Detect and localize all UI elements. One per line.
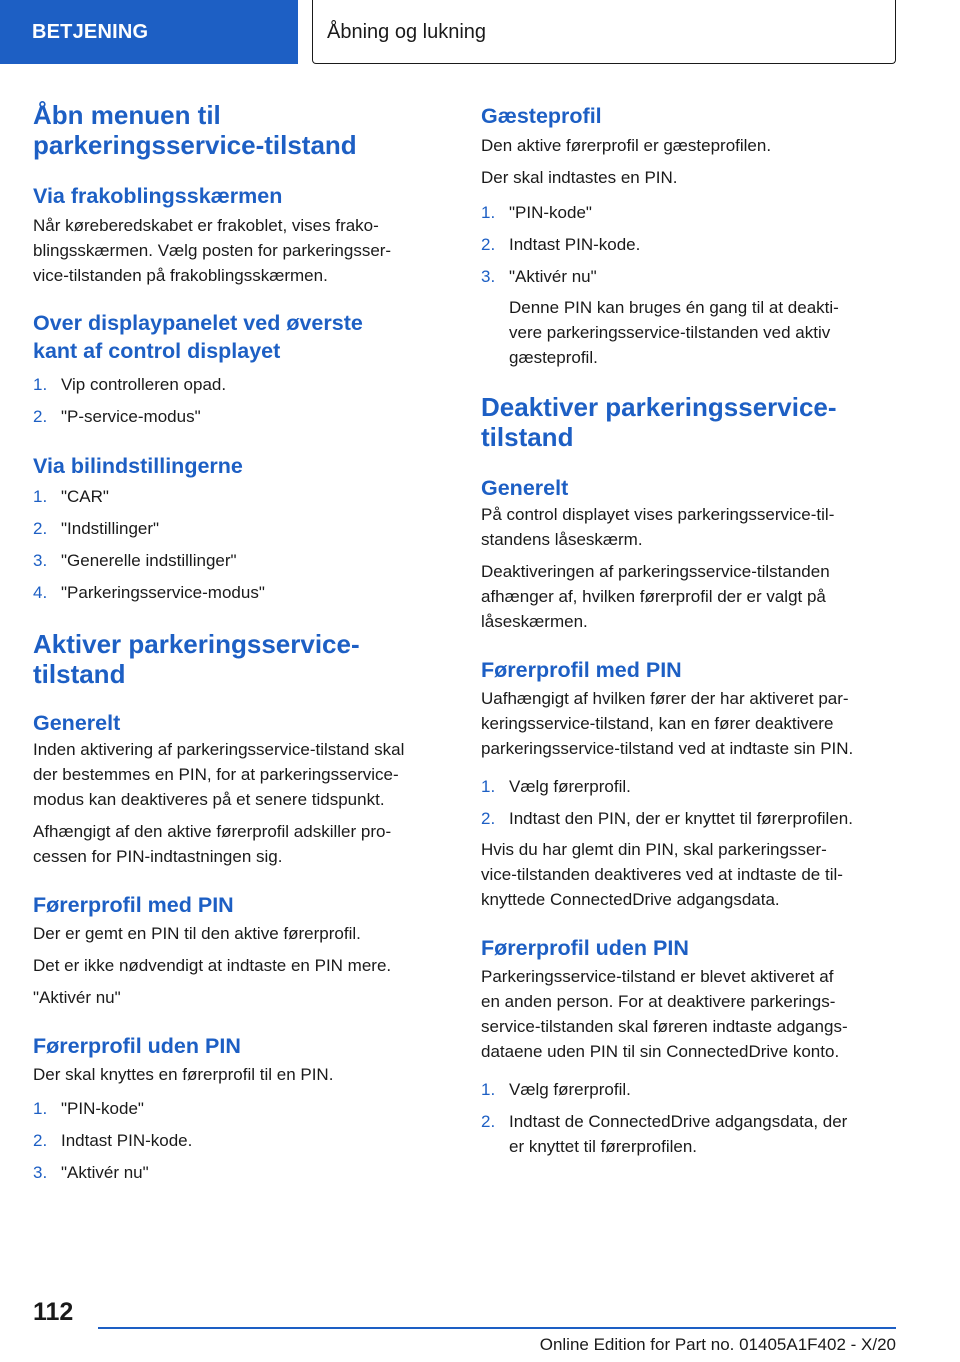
step-text: "Parkeringsservice-modus" xyxy=(61,583,265,602)
paragraph xyxy=(481,686,899,761)
heading-aktiver xyxy=(33,629,451,689)
heading-line: parkeringsservice-tilstand xyxy=(33,130,357,160)
footer-divider xyxy=(98,1327,896,1329)
step-number: 4. xyxy=(33,583,48,602)
step-note xyxy=(481,295,899,370)
step-number: 1. xyxy=(481,203,496,222)
list-item xyxy=(33,1128,451,1153)
steps-list xyxy=(481,200,899,289)
heading-line: tilstand xyxy=(481,422,574,452)
paragraph xyxy=(481,502,899,552)
step-text: "CAR" xyxy=(61,487,109,506)
step-text: "Indstillinger" xyxy=(61,519,160,538)
text-line: Parkeringsservice-tilstand er blevet aktiveret af xyxy=(481,967,834,986)
heading-uden-pin: Førerprofil uden PIN xyxy=(481,936,689,960)
heading-med-pin: Førerprofil med PIN xyxy=(33,893,234,917)
paragraph xyxy=(33,819,451,869)
text-line: cessen for PIN-indtastningen sig. xyxy=(33,847,283,866)
step-text: "Aktivér nu" xyxy=(61,1163,149,1182)
text-line: parkeringsservice-tilstand ved at indtaste sin PIN. xyxy=(481,739,854,758)
heading-uden-pin: Førerprofil uden PIN xyxy=(33,1034,241,1058)
text-line: afhænger af, hvilken førerprofil der er valgt på xyxy=(481,587,826,606)
paragraph: Det er ikke nødvendigt at indtaste en PIN mere. xyxy=(33,956,392,975)
list-item xyxy=(481,200,899,225)
step-number: 1. xyxy=(33,1099,48,1118)
section-tab: BETJENING xyxy=(0,0,298,64)
step-number: 2. xyxy=(481,809,496,828)
text-line: keringsservice-tilstand, kan en fører deaktivere xyxy=(481,714,834,733)
heading-line: tilstand xyxy=(33,659,126,689)
step-text: er knyttet til førerprofilen. xyxy=(509,1137,698,1156)
list-item xyxy=(33,516,451,541)
step-text: Vælg førerprofil. xyxy=(509,777,631,796)
paragraph: "Aktivér nu" xyxy=(33,988,121,1007)
text-line: modus kan deaktiveres på et senere tidspunkt. xyxy=(33,790,385,809)
paragraph: Der er gemt en PIN til den aktive førerprofil. xyxy=(33,924,361,943)
heading-via-frakobling: Via frakoblingsskærmen xyxy=(33,184,283,208)
list-item xyxy=(33,548,451,573)
step-text: Vælg førerprofil. xyxy=(509,1080,631,1099)
heading-line: Deaktiver parkeringsservice‐ xyxy=(481,392,837,422)
list-item xyxy=(33,484,451,509)
step-text: Vip controlleren opad. xyxy=(61,375,227,394)
paragraph xyxy=(33,737,451,812)
heading-over-display xyxy=(33,309,451,365)
list-item xyxy=(481,232,899,257)
text-line: Denne PIN kan bruges én gang til at deakti‐ xyxy=(509,298,839,317)
text-line: standens låseskærm. xyxy=(481,530,643,549)
text-line: blingsskærmen. Vælg posten for parkeringsser‐ xyxy=(33,241,392,260)
heading-line: Åbn menuen til xyxy=(33,100,221,130)
heading-deaktiver xyxy=(481,392,899,452)
step-text: "Generelle indstillinger" xyxy=(61,551,237,570)
steps-list xyxy=(33,484,451,605)
heading-generelt: Generelt xyxy=(481,476,569,500)
heading-generelt: Generelt xyxy=(33,711,121,735)
heading-line: Aktiver parkeringsservice‐ xyxy=(33,629,360,659)
step-text: Indtast de ConnectedDrive adgangsdata, der xyxy=(509,1112,848,1131)
step-number: 1. xyxy=(33,487,48,506)
chapter-title: Åbning og lukning xyxy=(312,0,896,64)
text-line: dataene uden PIN til sin ConnectedDrive konto. xyxy=(481,1042,840,1061)
step-number: 2. xyxy=(481,1112,496,1131)
text-line: en anden person. For at deaktivere parkerings‐ xyxy=(481,992,836,1011)
text-line: Hvis du har glemt din PIN, skal parkeringsser‐ xyxy=(481,840,827,859)
text-line: vice-tilstanden deaktiveres ved at indtaste de til‐ xyxy=(481,865,843,884)
list-item xyxy=(33,1096,451,1121)
paragraph xyxy=(33,213,451,288)
step-number: 1. xyxy=(481,777,496,796)
list-item xyxy=(33,1160,451,1185)
paragraph xyxy=(481,964,899,1064)
list-item xyxy=(481,1077,899,1102)
text-line: Deaktiveringen af parkeringsservice-tilstanden xyxy=(481,562,830,581)
right-column xyxy=(481,100,899,1159)
paragraph xyxy=(481,837,899,912)
text-line: låseskærmen. xyxy=(481,612,588,631)
step-number: 2. xyxy=(33,1131,48,1150)
step-text: "PIN-kode" xyxy=(509,203,592,222)
step-text: "PIN-kode" xyxy=(61,1099,144,1118)
text-line: der bestemmes en PIN, for at parkeringsservice- xyxy=(33,765,399,784)
page-number: 112 xyxy=(33,1298,74,1326)
text-line: gæsteprofil. xyxy=(509,348,598,367)
paragraph: Der skal knyttes en førerprofil til en PIN. xyxy=(33,1065,334,1084)
step-number: 2. xyxy=(481,235,496,254)
step-text: "Aktivér nu" xyxy=(509,267,597,286)
text-line: Når køreberedskabet er frakoblet, vises frako‐ xyxy=(33,216,379,235)
text-line: På control displayet vises parkeringsservice-til‐ xyxy=(481,505,835,524)
step-text: Indtast PIN-kode. xyxy=(509,235,641,254)
step-number: 2. xyxy=(33,519,48,538)
step-number: 2. xyxy=(33,407,48,426)
list-item xyxy=(481,1109,899,1159)
steps-list xyxy=(481,1077,899,1159)
steps-list xyxy=(33,372,451,429)
list-item xyxy=(33,404,451,429)
text-line: Uafhængigt af hvilken fører der har aktiveret par‐ xyxy=(481,689,849,708)
paragraph: Den aktive førerprofil er gæsteprofilen. xyxy=(481,136,772,155)
step-text: "P-service-modus" xyxy=(61,407,201,426)
list-item xyxy=(33,580,451,605)
footer-edition: Online Edition for Part no. 01405A1F402 - X/20 xyxy=(539,1335,896,1354)
text-line: Inden aktivering af parkeringsservice-tilstand skal xyxy=(33,740,405,759)
step-text: Indtast PIN-kode. xyxy=(61,1131,193,1150)
list-item xyxy=(481,806,899,831)
step-number: 3. xyxy=(33,1163,48,1182)
steps-list xyxy=(33,1096,451,1185)
steps-list xyxy=(481,774,899,831)
text-line: vice-tilstanden på frakoblingsskærmen. xyxy=(33,266,328,285)
left-column xyxy=(33,100,451,1185)
heading-line: Over displaypanelet ved øverste xyxy=(33,311,363,335)
list-item xyxy=(481,264,899,289)
paragraph: Der skal indtastes en PIN. xyxy=(481,168,678,187)
text-line: vere parkeringsservice-tilstanden ved aktiv xyxy=(509,323,831,342)
step-text: Indtast den PIN, der er knyttet til førerprofilen. xyxy=(509,809,853,828)
heading-open-menu xyxy=(33,100,451,160)
list-item xyxy=(33,372,451,397)
heading-gaeste: Gæsteprofil xyxy=(481,104,602,128)
step-number: 1. xyxy=(33,375,48,394)
heading-line: kant af control displayet xyxy=(33,339,281,363)
text-line: service-tilstanden skal føreren indtaste adgangs‐ xyxy=(481,1017,848,1036)
text-line: knyttede ConnectedDrive adgangsdata. xyxy=(481,890,780,909)
step-number: 1. xyxy=(481,1080,496,1099)
text-line: Afhængigt af den aktive førerprofil adskiller pro‐ xyxy=(33,822,392,841)
step-number: 3. xyxy=(481,267,496,286)
heading-via-bil: Via bilindstillingerne xyxy=(33,454,243,478)
step-number: 3. xyxy=(33,551,48,570)
paragraph xyxy=(481,559,899,634)
list-item xyxy=(481,774,899,799)
heading-med-pin: Førerprofil med PIN xyxy=(481,658,682,682)
